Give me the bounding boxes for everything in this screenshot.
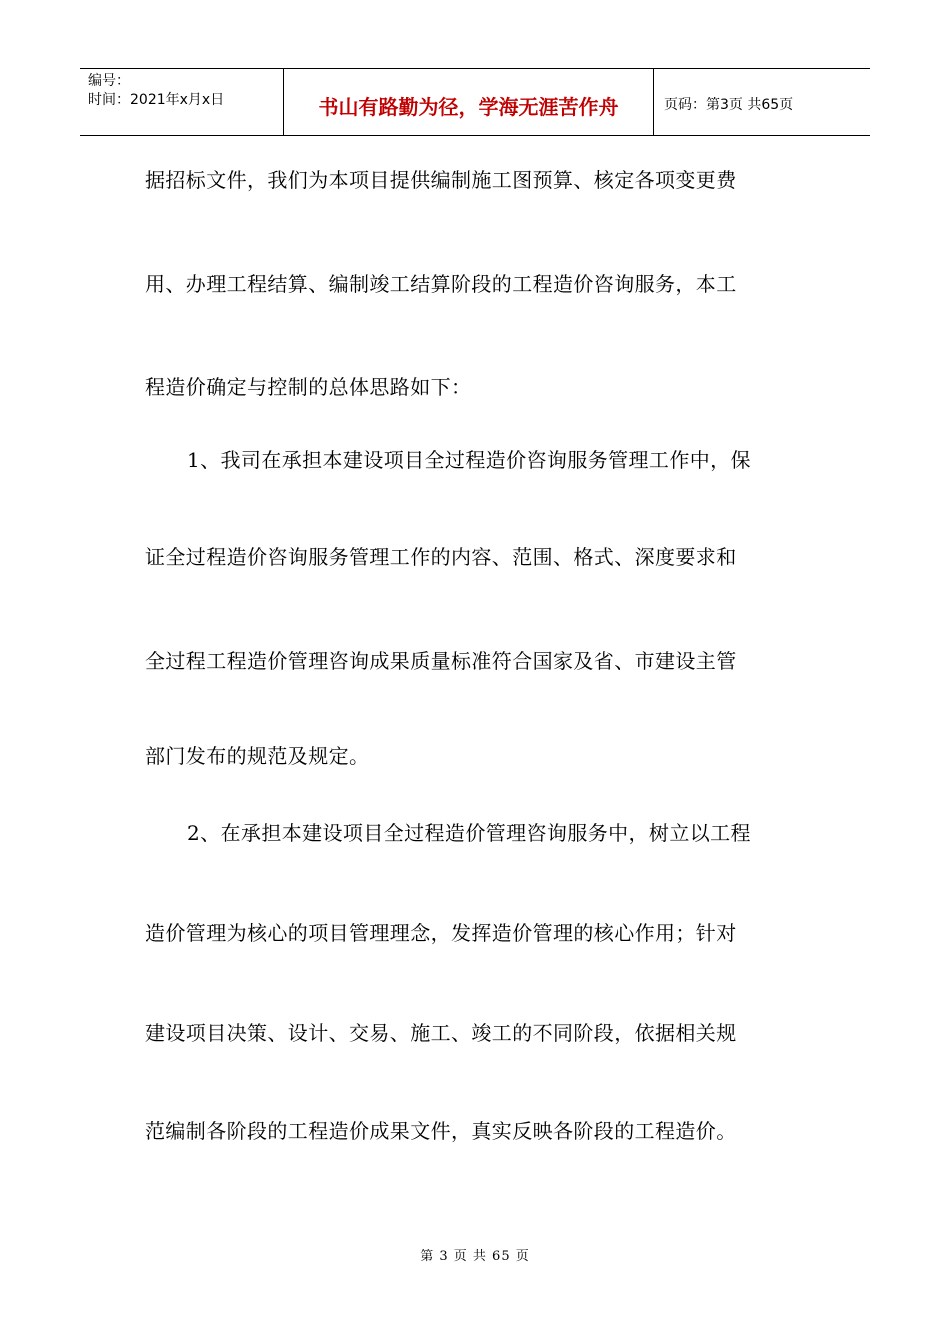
document-time-label: 时间：2021年x月x日 <box>88 92 225 108</box>
page-footer: 第 3 页 共 65 页 <box>420 1249 530 1264</box>
header-motto: 书山有路勤为径，学海无涯苦作舟 <box>283 69 654 135</box>
header-meta <box>80 69 283 135</box>
page-header <box>80 68 870 136</box>
body-line: 据招标文件，我们为本项目提供编制施工图预算、核定各项变更费 <box>145 168 737 192</box>
body-line: 部门发布的规范及规定。 <box>145 744 370 768</box>
body-line: 2、在承担本建设项目全过程造价管理咨询服务中，树立以工程 <box>187 821 751 845</box>
body-line: 程造价确定与控制的总体思路如下： <box>145 375 472 399</box>
body-line: 造价管理为核心的项目管理理念，发挥造价管理的核心作用；针对 <box>145 921 737 945</box>
body-line: 用、办理工程结算、编制竣工结算阶段的工程造价咨询服务，本工 <box>145 272 737 296</box>
body-line: 建设项目决策、设计、交易、施工、竣工的不同阶段，依据相关规 <box>145 1021 737 1045</box>
body-line: 1、我司在承担本建设项目全过程造价咨询服务管理工作中，保 <box>187 448 751 472</box>
header-page-info: 页码：第3页 共65页 <box>664 97 794 113</box>
document-number-label: 编号： <box>88 73 130 89</box>
body-line: 范编制各阶段的工程造价成果文件，真实反映各阶段的工程造价。 <box>145 1119 737 1143</box>
body-line: 证全过程造价咨询服务管理工作的内容、范围、格式、深度要求和 <box>145 545 737 569</box>
body-line: 全过程工程造价管理咨询成果质量标准符合国家及省、市建设主管 <box>145 649 737 673</box>
